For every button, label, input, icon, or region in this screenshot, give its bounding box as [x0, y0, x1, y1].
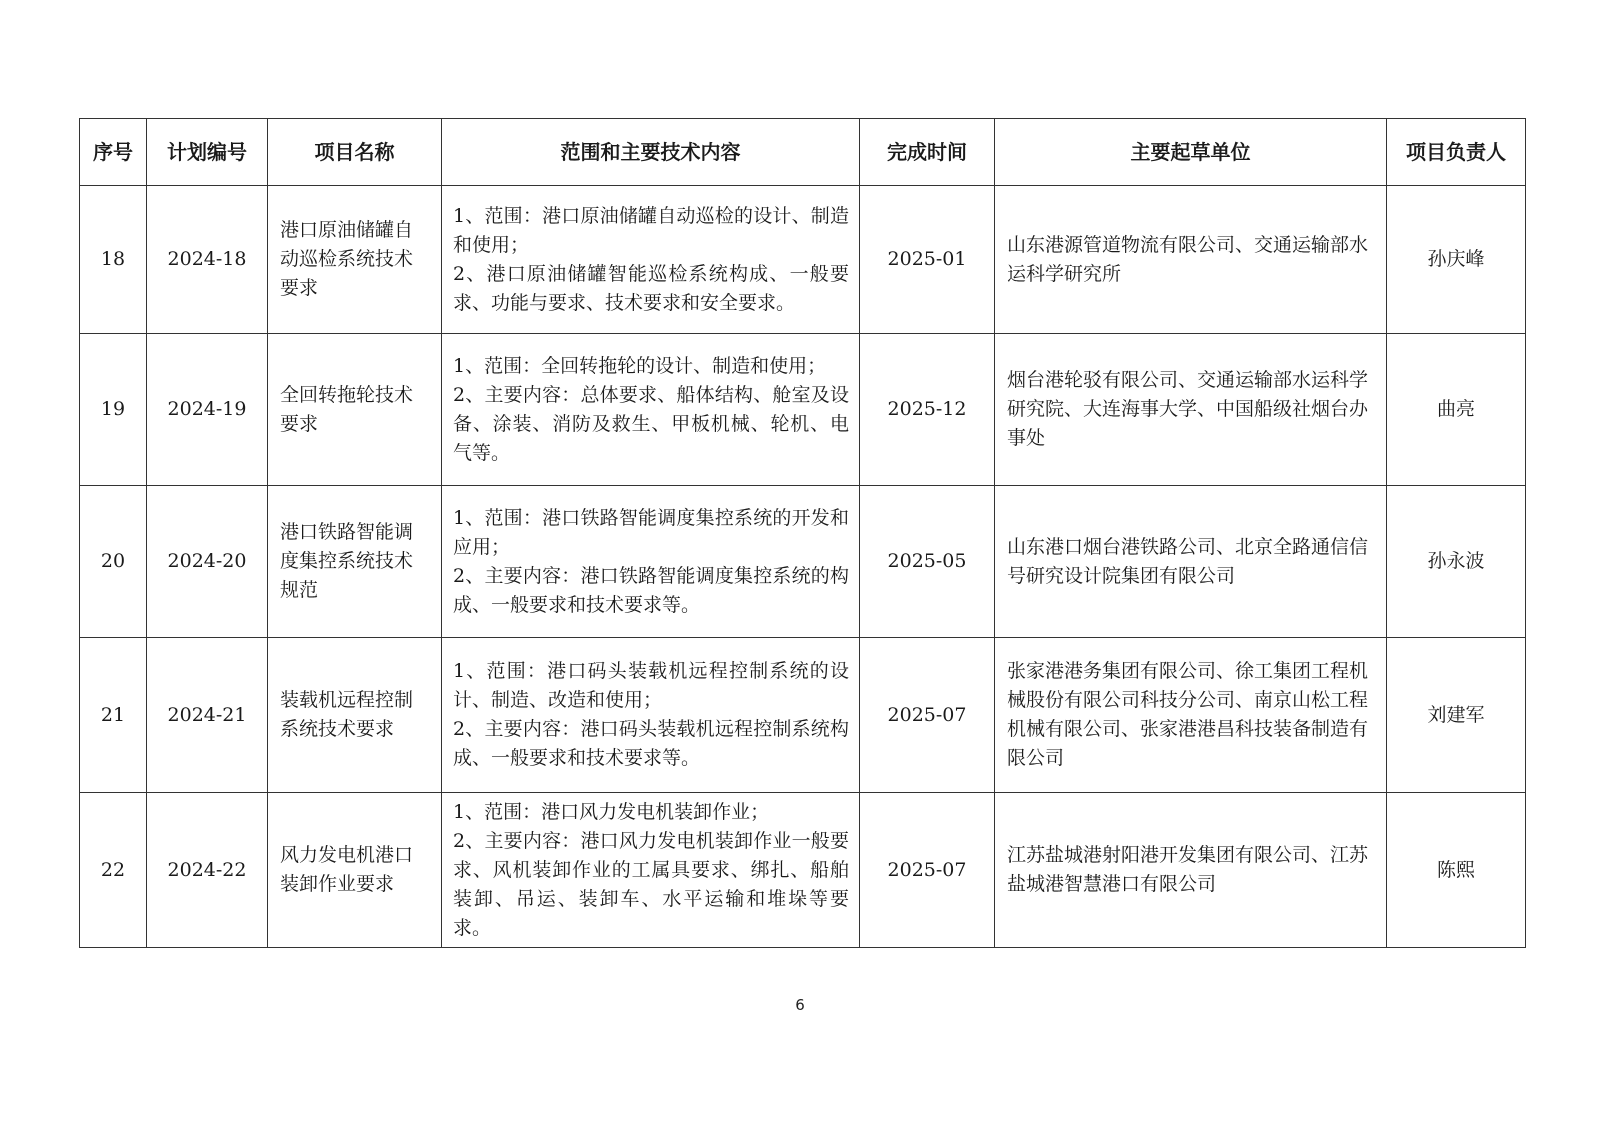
- table-row: [80, 793, 1526, 948]
- cell-project-name: 风力发电机港口装卸作业要求: [268, 793, 442, 948]
- cell-scope-content: [442, 334, 860, 486]
- cell-scope-content: [442, 186, 860, 334]
- cell-drafter: 山东港源管道物流有限公司、交通运输部水运科学研究所: [995, 186, 1387, 334]
- cell-drafter: 山东港口烟台港铁路公司、北京全路通信信号研究设计院集团有限公司: [995, 486, 1387, 638]
- table-header-row: [80, 119, 1526, 186]
- page-number: 6: [795, 996, 805, 1014]
- cell-drafter: 烟台港轮驳有限公司、交通运输部水运科学研究院、大连海事大学、中国船级社烟台办事处: [995, 334, 1387, 486]
- cell-leader: 曲亮: [1387, 334, 1526, 486]
- cell-scope-content: [442, 486, 860, 638]
- cell-project-name: 全回转拖轮技术要求: [268, 334, 442, 486]
- cell-leader: 孙庆峰: [1387, 186, 1526, 334]
- cell-finish-time: 2025-12: [860, 334, 995, 486]
- cell-finish-time: 2025-07: [860, 793, 995, 948]
- cell-no: 20: [80, 486, 147, 638]
- cell-project-name: 港口铁路智能调度集控系统技术规范: [268, 486, 442, 638]
- cell-plan-id: 2024-20: [147, 486, 268, 638]
- content-line: 2、主要内容：港口码头装载机远程控制系统构成、一般要求和技术要求等。: [453, 718, 849, 769]
- content-line: 2、主要内容：港口风力发电机装卸作业一般要求、风机装卸作业的工属具要求、绑扎、船舶装卸、吊运、装卸车、水平运输和堆垛等要求。: [453, 829, 849, 939]
- header-no: 序号: [80, 119, 147, 186]
- cell-no: 21: [80, 638, 147, 793]
- cell-project-name: 装载机远程控制系统技术要求: [268, 638, 442, 793]
- cell-drafter: 张家港港务集团有限公司、徐工集团工程机械股份有限公司科技分公司、南京山松工程机械有限公司、张家港港昌科技装备制造有限公司: [995, 638, 1387, 793]
- header-plan-id: 计划编号: [147, 119, 268, 186]
- cell-leader: 刘建军: [1387, 638, 1526, 793]
- table-row: [80, 486, 1526, 638]
- table-row: [80, 186, 1526, 334]
- header-leader: 项目负责人: [1387, 119, 1526, 186]
- cell-finish-time: 2025-05: [860, 486, 995, 638]
- content-line: 1、范围：港口原油储罐自动巡检的设计、制造和使用；: [453, 204, 849, 256]
- cell-plan-id: 2024-19: [147, 334, 268, 486]
- header-finish-time: 完成时间: [860, 119, 995, 186]
- cell-project-name: 港口原油储罐自动巡检系统技术要求: [268, 186, 442, 334]
- cell-scope-content: [442, 638, 860, 793]
- cell-finish-time: 2025-07: [860, 638, 995, 793]
- table-row: [80, 638, 1526, 793]
- content-line: 1、范围：港口铁路智能调度集控系统的开发和应用；: [453, 506, 849, 558]
- content-line: 2、港口原油储罐智能巡检系统构成、一般要求、功能与要求、技术要求和安全要求。: [453, 262, 849, 314]
- cell-leader: 陈熙: [1387, 793, 1526, 948]
- cell-no: 19: [80, 334, 147, 486]
- header-scope-content: 范围和主要技术内容: [442, 119, 860, 186]
- cell-plan-id: 2024-21: [147, 638, 268, 793]
- cell-scope-content: [442, 793, 860, 948]
- content-line: 1、范围：港口码头装载机远程控制系统的设计、制造、改造和使用；: [453, 660, 849, 711]
- table-row: [80, 334, 1526, 486]
- cell-leader: 孙永波: [1387, 486, 1526, 638]
- content-line: 1、范围：港口风力发电机装卸作业；: [453, 800, 770, 823]
- project-plan-table: [79, 118, 1526, 948]
- cell-no: 18: [80, 186, 147, 334]
- content-line: 1、范围：全回转拖轮的设计、制造和使用；: [453, 354, 827, 377]
- cell-drafter: 江苏盐城港射阳港开发集团有限公司、江苏盐城港智慧港口有限公司: [995, 793, 1387, 948]
- content-line: 2、主要内容：港口铁路智能调度集控系统的构成、一般要求和技术要求等。: [453, 564, 849, 616]
- cell-finish-time: 2025-01: [860, 186, 995, 334]
- cell-no: 22: [80, 793, 147, 948]
- content-line: 2、主要内容：总体要求、船体结构、舱室及设备、涂装、消防及救生、甲板机械、轮机、电气等。: [453, 383, 849, 464]
- cell-plan-id: 2024-18: [147, 186, 268, 334]
- header-drafter: 主要起草单位: [995, 119, 1387, 186]
- header-project-name: 项目名称: [268, 119, 442, 186]
- cell-plan-id: 2024-22: [147, 793, 268, 948]
